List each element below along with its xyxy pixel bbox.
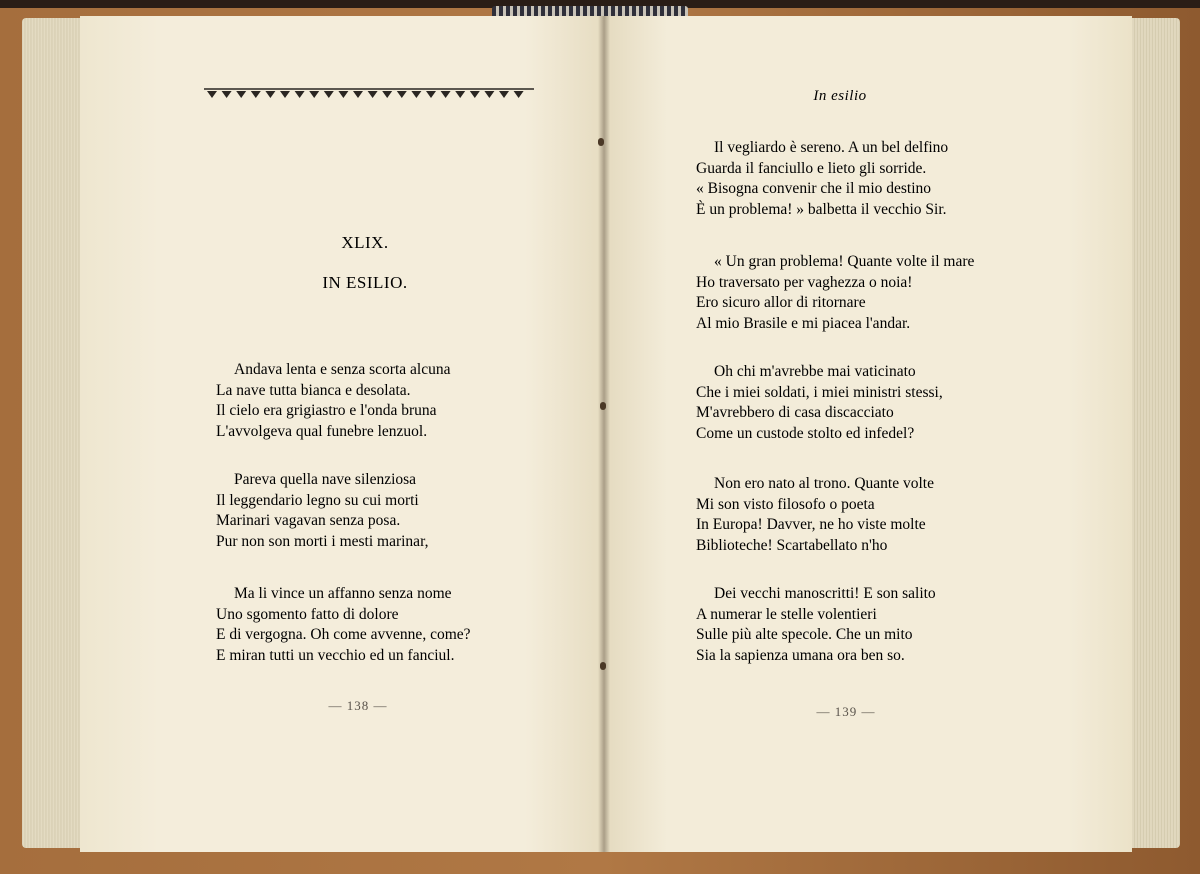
verse-line: Oh chi m'avrebbe mai vaticinato: [714, 363, 916, 380]
verse-line: Andava lenta e senza scorta alcuna: [234, 361, 451, 378]
verse-line: Come un custode stolto ed infedel?: [696, 424, 915, 442]
verse-line: Il leggendario legno su cui morti: [216, 491, 419, 509]
right-page-edges: [1128, 18, 1180, 848]
right-stanza-1: [696, 138, 948, 220]
verse-line: Mi son visto filosofo o poeta: [696, 495, 875, 513]
verse-line: A numerar le stelle volentieri: [696, 605, 877, 623]
page-number-left: — 138 —: [328, 698, 388, 713]
verse-line: Pareva quella nave silenziosa: [234, 471, 417, 488]
verse-line: Il vegliardo è sereno. A un bel delfino: [714, 139, 949, 156]
verse-line: Non ero nato al trono. Quante volte: [714, 475, 934, 492]
verse-line: Sia la sapienza umana ora ben so.: [696, 646, 905, 664]
right-stanza-4: [696, 474, 934, 556]
verse-line: La nave tutta bianca e desolata.: [216, 381, 411, 399]
left-page-edges: [22, 18, 82, 848]
verse-line: In Europa! Davver, ne ho viste molte: [696, 516, 926, 533]
verse-line: Ho traversato per vaghezza o noia!: [696, 273, 913, 291]
right-stanza-5: [696, 584, 936, 666]
right-stanza-2: [696, 252, 974, 334]
verse-line: È un problema! » balbetta il vecchio Sir.: [696, 200, 947, 218]
binding-stitch: [600, 402, 606, 410]
page-number-right: — 139 —: [816, 704, 876, 719]
verse-line: Ero sicuro allor di ritornare: [696, 294, 866, 311]
verse-line: Al mio Brasile e mi piacea l'andar.: [696, 314, 911, 332]
verse-line: « Un gran problema! Quante volte il mare: [714, 253, 975, 270]
running-head: In esilio: [813, 88, 867, 104]
right-stanza-3: [696, 362, 943, 444]
verse-line: Biblioteche! Scartabellato n'ho: [696, 536, 888, 554]
verse-line: Guarda il fanciullo e lieto gli sorride.: [696, 159, 927, 177]
left-stanza-1: [216, 360, 450, 442]
verse-line: Sulle più alte specole. Che un mito: [696, 626, 913, 643]
binding-stitch: [600, 662, 606, 670]
verse-line: « Bisogna convenir che il mio destino: [696, 180, 932, 197]
left-stanza-2: [216, 470, 428, 552]
verse-line: Marinari vagavan senza posa.: [216, 512, 401, 529]
verse-line: L'avvolgeva qual funebre lenzuol.: [216, 422, 428, 440]
verse-line: E di vergogna. Oh come avvenne, come?: [216, 626, 471, 643]
binding-stitch: [598, 138, 604, 146]
left-stanza-3: [216, 584, 471, 666]
verse-line: Ma li vince un affanno senza nome: [234, 585, 452, 602]
verse-line: Pur non son morti i mesti marinar,: [216, 532, 429, 550]
verse-line: Il cielo era grigiastro e l'onda bruna: [216, 402, 437, 419]
chapter-number: XLIX.: [341, 233, 389, 252]
verse-line: M'avrebbero di casa discacciato: [696, 404, 894, 421]
chapter-title: IN ESILIO.: [322, 273, 408, 292]
verse-line: E miran tutti un vecchio ed un fanciul.: [216, 646, 455, 664]
verse-line: Uno sgomento fatto di dolore: [216, 605, 399, 623]
verse-line: Che i miei soldati, i miei ministri stessi,: [696, 383, 943, 401]
verse-line: Dei vecchi manoscritti! E son salito: [714, 585, 936, 602]
ornament-icon: [204, 88, 534, 100]
